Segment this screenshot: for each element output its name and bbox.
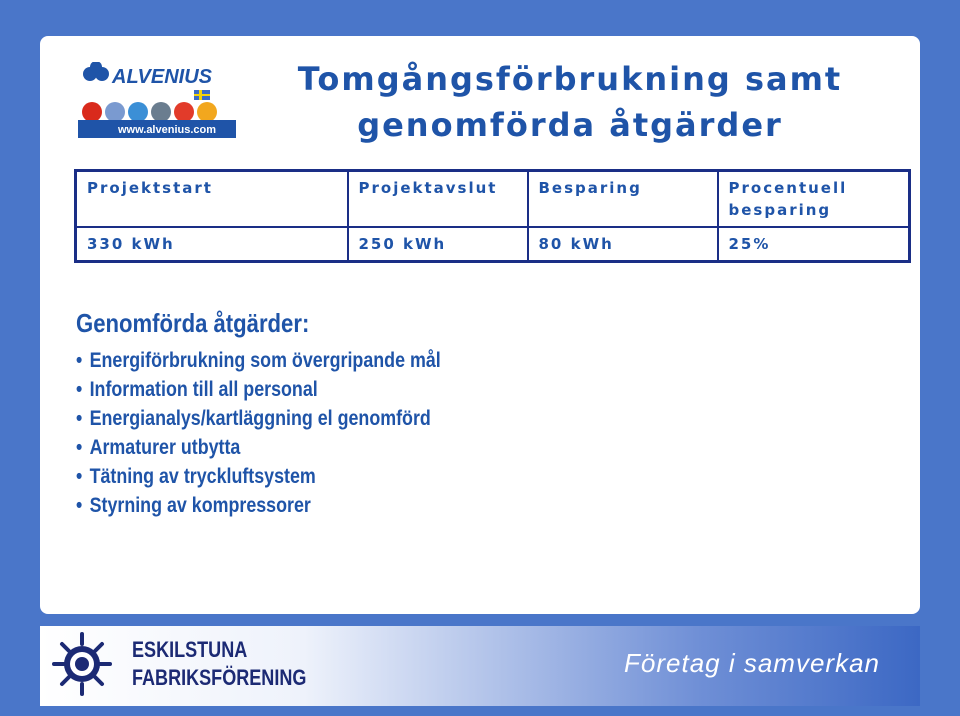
header-projektstart: Projektstart bbox=[76, 171, 348, 228]
bullet-icon: • bbox=[76, 494, 83, 517]
logo-url: www.alvenius.com bbox=[118, 124, 217, 136]
bullet-icon: • bbox=[76, 378, 83, 401]
bullet-icon: • bbox=[76, 465, 83, 488]
efab-logo-icon bbox=[52, 632, 112, 696]
bullet-icon: • bbox=[76, 407, 83, 430]
header-procentuell-besparing: Procentuell besparing bbox=[718, 171, 910, 228]
org-line-1: ESKILSTUNA bbox=[132, 637, 248, 662]
tagline: Företag i samverkan bbox=[624, 648, 880, 678]
footer-bar bbox=[40, 626, 920, 706]
measures-list bbox=[76, 346, 586, 520]
title-line-1: Tomgångsförbrukning samt bbox=[297, 60, 843, 98]
header-projektavslut: Projektavslut bbox=[348, 171, 528, 228]
bullet-icon: • bbox=[76, 436, 83, 459]
alvenius-logo bbox=[78, 62, 238, 142]
cell-procentuell-besparing: 25% bbox=[718, 227, 910, 262]
energy-table bbox=[74, 169, 911, 263]
list-item bbox=[76, 346, 586, 375]
title-line-2: genomförda åtgärder bbox=[357, 106, 783, 144]
header-besparing: Besparing bbox=[528, 171, 718, 228]
slide bbox=[40, 36, 920, 614]
list-item bbox=[76, 404, 586, 433]
slide-title bbox=[240, 56, 900, 148]
org-line-2: FABRIKSFÖRENING bbox=[132, 665, 307, 690]
cell-projektavslut: 250 kWh bbox=[348, 227, 528, 262]
list-item bbox=[76, 433, 586, 462]
list-item bbox=[76, 462, 586, 491]
bullet-icon: • bbox=[76, 349, 83, 372]
list-item bbox=[76, 491, 586, 520]
list-item-text: Information till all personal bbox=[89, 378, 318, 401]
cell-projektstart: 330 kWh bbox=[76, 227, 348, 262]
table-row bbox=[76, 227, 910, 262]
list-item-text: Armaturer utbytta bbox=[89, 436, 241, 459]
list-item-text: Energiförbrukning som övergripande mål bbox=[89, 349, 441, 372]
measures-heading: Genomförda åtgärder: bbox=[76, 308, 310, 338]
list-item-text: Energianalys/kartläggning el genomförd bbox=[89, 407, 431, 430]
list-item-text: Styrning av kompressorer bbox=[89, 494, 311, 517]
table-header-row bbox=[76, 171, 910, 228]
organization-name bbox=[132, 636, 306, 692]
list-item-text: Tätning av tryckluftsystem bbox=[89, 465, 316, 488]
logo-brand: ALVENIUS bbox=[112, 66, 213, 88]
cell-besparing: 80 kWh bbox=[528, 227, 718, 262]
list-item bbox=[76, 375, 586, 404]
